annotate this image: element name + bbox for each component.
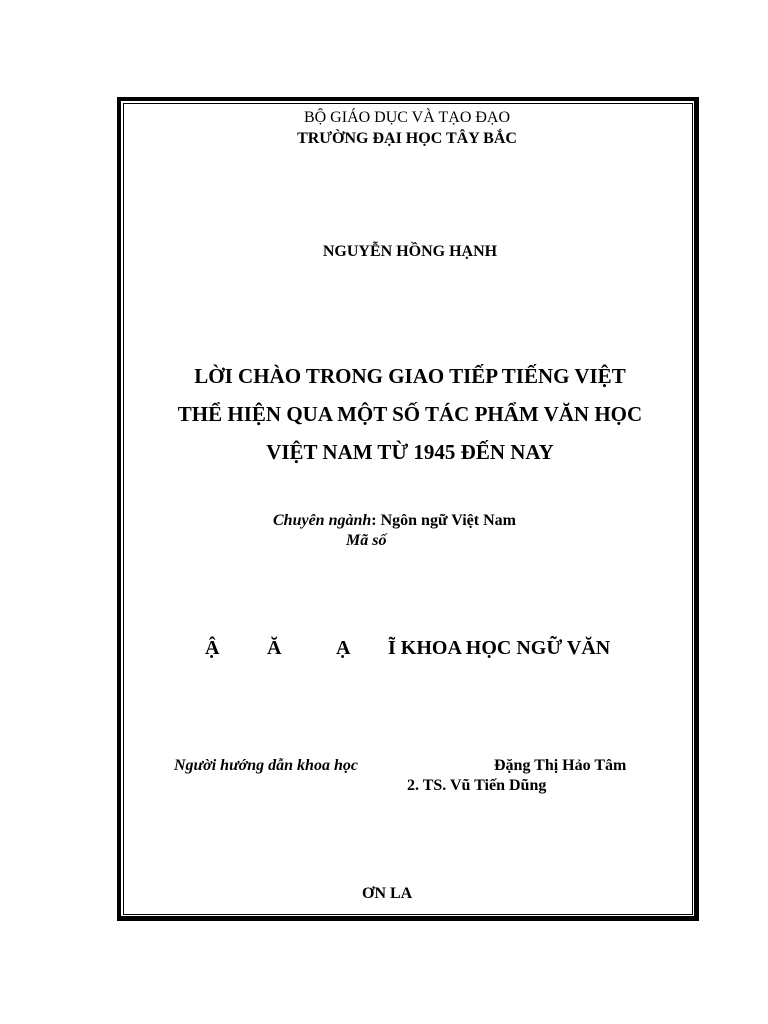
thesis-title-line-2: THỂ HIỆN QUA MỘT SỐ TÁC PHẨM VĂN HỌC — [177, 402, 643, 426]
specialization-separator: : — [371, 512, 381, 529]
university-name: TRƯỜNG ĐẠI HỌC TÂY BẮC — [297, 130, 517, 147]
place-name: ƠN LA — [362, 885, 413, 902]
author-name: NGUYỄN HỒNG HẠNH — [322, 243, 498, 260]
thesis-title-line-3: VIỆT NAM TỪ 1945 ĐẾN NAY — [266, 440, 554, 464]
thesis-title-line-1: LỜI CHÀO TRONG GIAO TIẾP TIẾNG VIỆT — [194, 364, 626, 388]
supervisor-first: Đặng Thị Hảo Tâm — [494, 757, 627, 774]
degree-fragment-3: Ạ — [336, 637, 351, 659]
ministry-name: BỘ GIÁO DỤC VÀ TẠO ĐẠO — [303, 109, 511, 126]
degree-fragment-1: Ậ — [205, 637, 220, 659]
degree-fragment-4: Ĩ KHOA HỌC NGỮ VĂN — [388, 637, 611, 659]
degree-line — [205, 637, 610, 660]
specialization-label: Chuyên ngành — [273, 512, 372, 529]
supervisor-label: Người hướng dẫn khoa học — [174, 757, 358, 774]
specialization-value: Ngôn ngữ Việt Nam — [380, 512, 516, 529]
supervisor-second: 2. TS. Vũ Tiến Dũng — [407, 777, 547, 794]
degree-fragment-2: Ă — [267, 637, 282, 659]
code-label: Mã số — [346, 532, 387, 549]
specialization — [273, 512, 516, 530]
